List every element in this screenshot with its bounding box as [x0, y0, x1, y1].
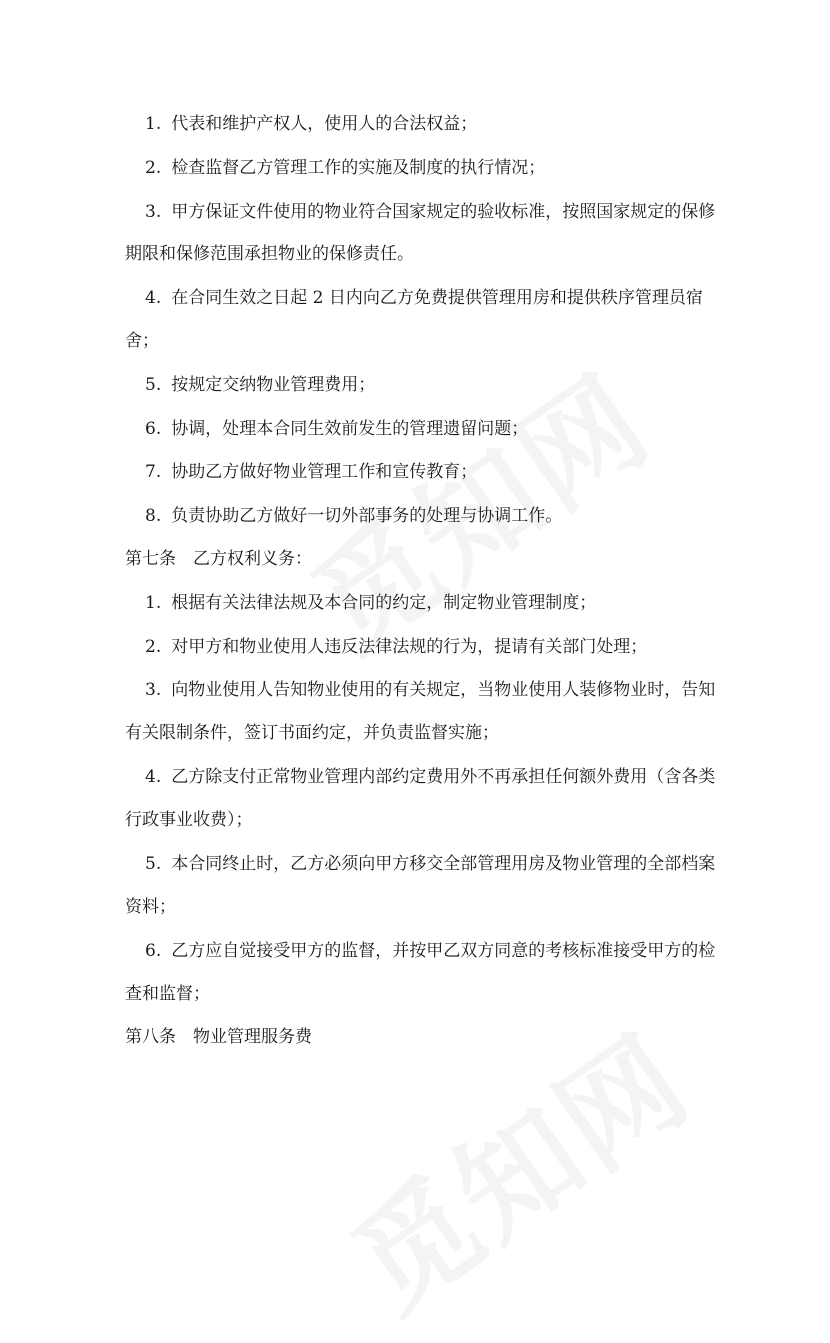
item-text-continued: 资料； [125, 897, 176, 917]
item-text: 检查监督乙方管理工作的实施及制度的执行情况； [171, 158, 546, 178]
item-number: 1. [145, 114, 162, 134]
list-item [145, 852, 715, 876]
item-text-continued: 有关限制条件，签订书面约定，并负责监督实施； [125, 723, 499, 743]
item-number: 5. [145, 375, 162, 395]
item-text: 本合同终止时，乙方必须向甲方移交全部管理用房及物业管理的全部档案 [171, 854, 716, 874]
item-text-continued: 舍； [125, 331, 159, 351]
item-text: 代表和维护产权人，使用人的合法权益； [171, 114, 478, 134]
item-text: 对甲方和物业使用人违反法律法规的行为，提请有关部门处理； [171, 637, 648, 657]
list-item [145, 765, 715, 789]
item-text: 根据有关法律法规及本合同的约定，制定物业管理制度； [171, 593, 597, 613]
list-item [145, 112, 477, 136]
list-item [145, 417, 528, 441]
list-item [145, 939, 715, 963]
list-item [145, 678, 715, 702]
item-number: 7. [145, 462, 162, 482]
item-number: 3. [145, 202, 162, 222]
item-number: 6. [145, 419, 162, 439]
item-number: 6. [145, 941, 162, 961]
item-text: 向物业使用人告知物业使用的有关规定，当物业使用人装修物业时，告知 [171, 680, 716, 700]
list-item [145, 200, 715, 224]
item-text: 乙方应自觉接受甲方的监督，并按甲乙双方同意的考核标准接受甲方的检 [171, 941, 716, 961]
list-item [145, 156, 545, 180]
item-text-continued: 查和监督； [125, 984, 210, 1004]
item-text-continued: 行政事业收费）； [125, 810, 253, 830]
item-text: 负责协助乙方做好一切外部事务的处理与协调工作。 [171, 506, 563, 526]
item-text: 甲方保证文件使用的物业符合国家规定的验收标准，按照国家规定的保修 [171, 202, 716, 222]
list-item [145, 591, 596, 615]
list-item [145, 460, 477, 484]
item-number: 2. [145, 158, 162, 178]
item-number: 4. [145, 288, 162, 308]
item-number: 4. [145, 767, 162, 787]
item-text: 协调，处理本合同生效前发生的管理遗留问题； [171, 419, 529, 439]
item-text: 协助乙方做好物业管理工作和宣传教育； [171, 462, 478, 482]
item-number: 1. [145, 593, 162, 613]
list-item [145, 635, 647, 659]
section-heading: 第七条 乙方权利义务： [125, 549, 312, 569]
item-text: 按规定交纳物业管理费用； [171, 375, 376, 395]
watermark [314, 989, 717, 1343]
item-text-continued: 期限和保修范围承担物业的保修责任。 [125, 244, 414, 264]
list-item [145, 373, 375, 397]
section-heading: 第八条 物业管理服务费 [125, 1027, 312, 1047]
list-item [145, 504, 562, 528]
item-number: 2. [145, 637, 162, 657]
item-number: 5. [145, 854, 162, 874]
item-number: 3. [145, 680, 162, 700]
item-number: 8. [145, 506, 162, 526]
item-text: 乙方除支付正常物业管理内部约定费用外不再承担任何额外费用（含各类 [171, 767, 716, 787]
item-text: 在合同生效之日起 2 日内向乙方免费提供管理用房和提供秩序管理员宿 [171, 288, 703, 308]
list-item [145, 286, 703, 310]
